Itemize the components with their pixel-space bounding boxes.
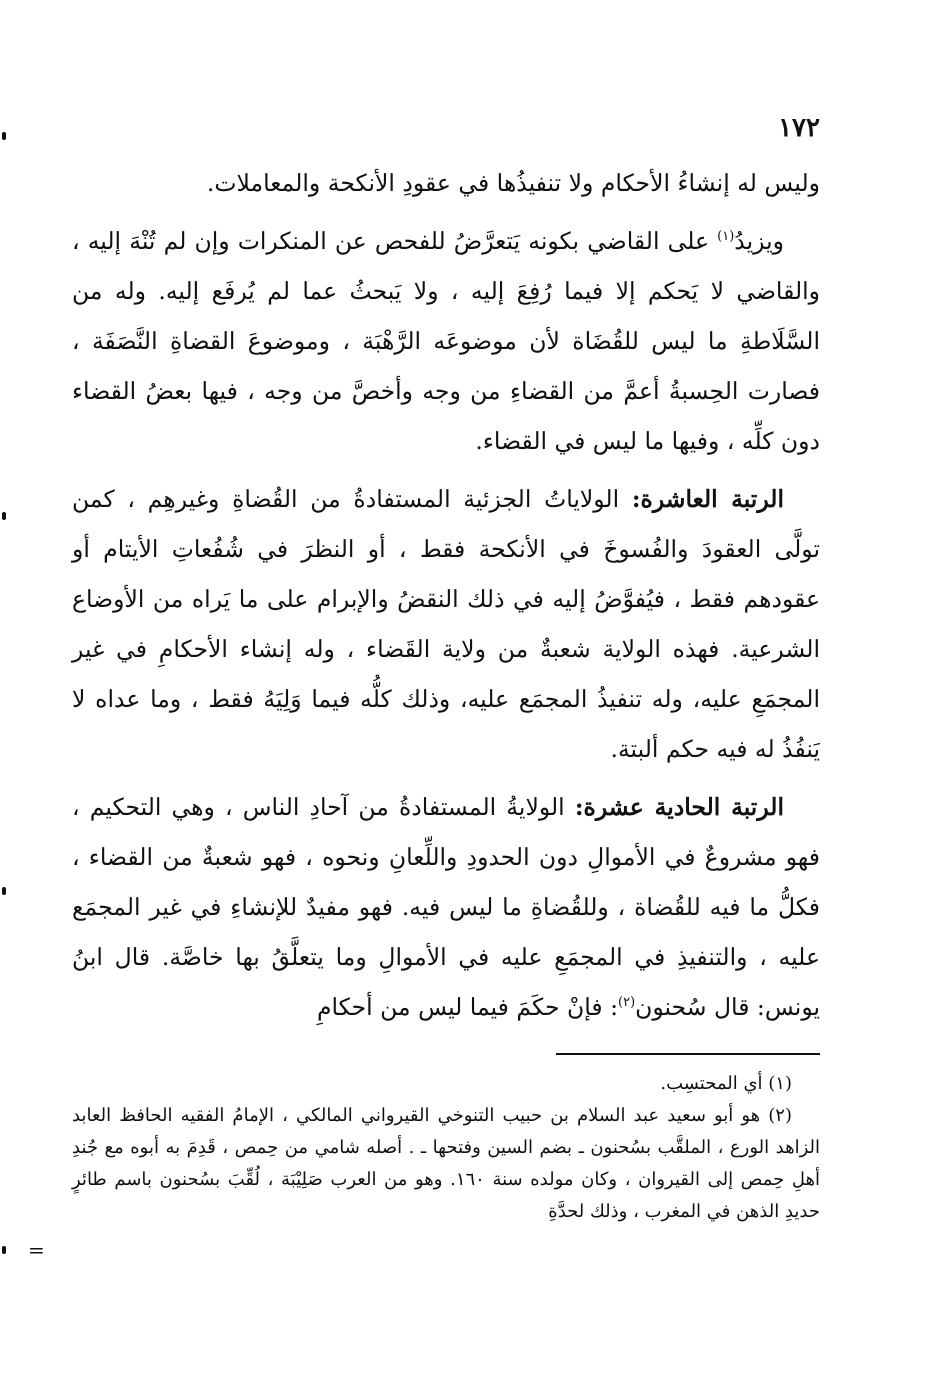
main-text <box>72 158 820 1040</box>
footnotes <box>72 1068 820 1228</box>
footnote-ref-2[interactable]: (٢) <box>618 995 636 1011</box>
footnote-divider <box>556 1053 820 1055</box>
paragraph-text: ويزيدُ <box>734 227 784 255</box>
margin-dot <box>2 512 6 520</box>
paragraph-text: وليس له إنشاءُ الأحكام ولا تنفيذُها في عقودِ الأنكحة والمعاملات. <box>206 169 820 197</box>
continuation-mark: = <box>28 1238 45 1262</box>
margin-dot <box>2 132 6 140</box>
footnote-2: (٢) هو أبو سعيد عبد السلام بن حبيب التنوخي القيرواني المالكي ، الإمامُ الفقيه الحافظ العابد الزاهد الورع ، الملقَّب بسُحنون ـ بضم السين وفتحها ـ . أصله شامي من حِمص ، قَدِمَ به أبوه مع جُندِ أهلِ حِمص إلى القيروان ، وكان مولده سنة ١٦٠. وهو من العرب صَلِيْبَة ، لُقِّبَ بسُحنون باسم طائرٍ حديدِ الذهن في المغرب ، وذلك لحدَّةِ <box>72 1105 820 1222</box>
margin-dot <box>2 1246 6 1254</box>
footnote-ref-1[interactable]: (١) <box>717 229 735 245</box>
paragraph-text: على القاضي بكونه يَتعرَّضُ للفحص عن المنكرات وإن لم تُنْهَ إليه ، والقاضي لا يَحكم إلا فيما رُفِعَ إليه ، ولا يَبحثُ عما لم يُرفَع إليه. وله من السَّلَاطةِ ما ليس للقُضَاة لأن موضوعَه الرَّهْبَة ، وموضوعَ القضاةِ النَّصَفَة ، فصارت الحِسبةُ أعمَّ من القضاءِ من وجه وأخصَّ من وجه ، فيها بعضُ القضاء دون كلِّه ، وفيها ما ليس في القضاء. <box>72 227 820 455</box>
section-heading-11: الرتبة الحادية عشرة: <box>574 793 785 821</box>
paragraph-3 <box>72 474 820 774</box>
section-heading-10: الرتبة العاشرة: <box>631 485 784 513</box>
paragraph-2 <box>72 216 820 466</box>
paragraph-4 <box>72 782 820 1032</box>
page-number: ١٧٢ <box>778 113 820 143</box>
paragraph-text: : فإنْ حكَمَ فيما ليس من أحكامِ <box>316 993 618 1021</box>
footnote-1: (١) أي المحتسِب. <box>660 1073 792 1094</box>
paragraph-text: الولاياتُ الجزئية المستفادةُ من القُضاةِ وغيرهِم ، كمن تولَّى العقودَ والفُسوخَ في الأنكحة فقط ، أو النظرَ في شُفُعاتِ الأيتام أو عقودهم فقط ، فيُفوَّضُ إليه في ذلك النقضُ والإبرام على ما يَراه من الأوضاع الشرعية. فهذه الولاية شعبةٌ من ولاية القَضاء ، وله إنشاء الأحكامِ في غير المجمَعِ عليه، وله تنفيذُ المجمَع عليه، وذلك كلُّه فيما وَلِيَهُ فقط ، وما عداه لا يَنفُذُ له فيه حكم ألبتة. <box>72 485 820 763</box>
margin-dot <box>2 887 6 895</box>
paragraph-1 <box>72 158 820 208</box>
paragraph-text: الولايةُ المستفادةُ من آحادِ الناس ، وهي التحكيم ، فهو مشروعٌ في الأموالِ دون الحدودِ واللِّعانِ ونحوه ، فهو شعبةٌ من القضاء ، فكلُّ ما فيه للقُضاة ، وللقُضاةِ ما ليس فيه. فهو مفيدٌ للإنشاءِ في غير المجمَع عليه ، والتنفيذِ في المجمَعِ عليه في الأموالِ وما يتعلَّقُ بها خاصَّة. قال ابنُ يونس: قال سُحنون <box>72 793 820 1021</box>
